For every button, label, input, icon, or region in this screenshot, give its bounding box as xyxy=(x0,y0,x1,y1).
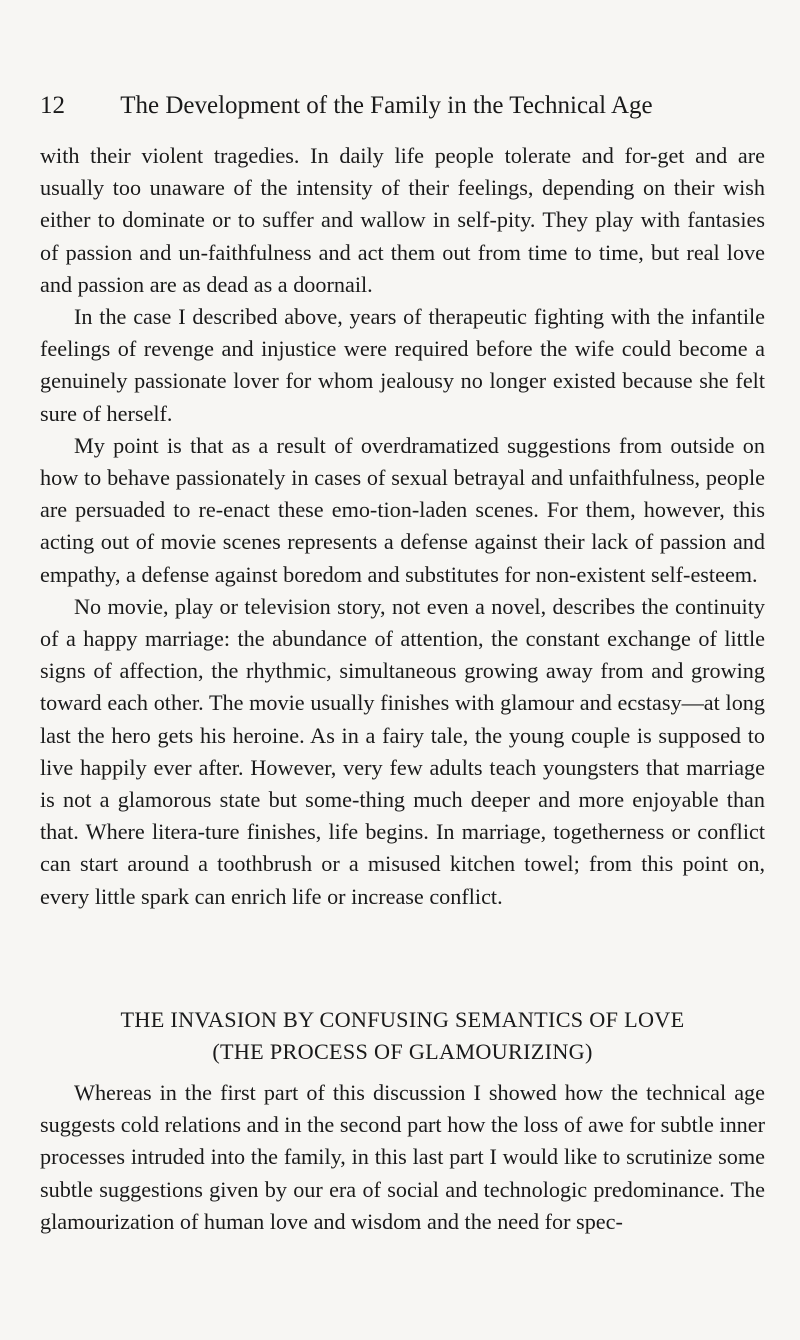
paragraph: In the case I described above, years of therapeutic fighting with the infantile feelings of revenge and injustice were required before the wife could become a genuinely passionate lover for whom jealousy no longer existed because she felt sure of herself. xyxy=(40,304,765,426)
paragraph: My point is that as a result of overdramatized suggestions from outside on how to behave passionately in cases of sexual betrayal and unfaithfulness, people are persuaded to re-enact these emo-tion-laden scenes. For them, however, this acting out of movie scenes represents a defense against their lack of passion and empathy, a defense against boredom and substitutes for non-existent self-esteem. xyxy=(40,432,765,587)
paragraph: Whereas in the first part of this discussion I showed how the technical age suggests cold relations and in the second part how the loss of awe for subtle inner processes intruded into the family, in this last part I would like to scrutinize some subtle suggestions given by our era of social and technologic predominance. The glamourization of human love and wisdom and the need for spec- xyxy=(40,1080,765,1234)
running-head: The Development of the Family in the Technical Age xyxy=(120,92,653,119)
section-heading xyxy=(40,1004,765,1068)
body-text xyxy=(40,140,765,913)
section-heading-line: THE INVASION BY CONFUSING SEMANTICS OF LOVE xyxy=(120,1007,685,1032)
paragraph-continued: with their violent tragedies. In daily life people tolerate and for-get and are usually too unaware of the intensity of their feelings, depending on their wish either to dominate or to suffer and wallow in self-pity. They play with fantasies of passion and un-faithfulness and act them out from time to time, but real love and passion are as dead as a doornail. xyxy=(40,143,765,297)
page-number: 12 xyxy=(40,92,65,119)
paragraph: No movie, play or television story, not even a novel, describes the continuity of a happy marriage: the abundance of attention, the constant exchange of little signs of affection, the rhythmic, simultaneous growing away from and growing toward each other. The movie usually finishes with glamour and ecstasy—at long last the hero gets his heroine. As in a fairy tale, the young couple is supposed to live happily ever after. However, very few adults teach youngsters that marriage is not a glamorous state but some-thing much deeper and more enjoyable than that. Where litera-ture finishes, life begins. In marriage, togetherness or conflict can start around a toothbrush or a misused kitchen towel; from this point on, every little spark can enrich life or increase conflict. xyxy=(40,593,765,909)
section-body xyxy=(40,1077,765,1238)
section-heading-line: (THE PROCESS OF GLAMOURIZING) xyxy=(212,1039,593,1064)
page-header xyxy=(40,88,760,124)
